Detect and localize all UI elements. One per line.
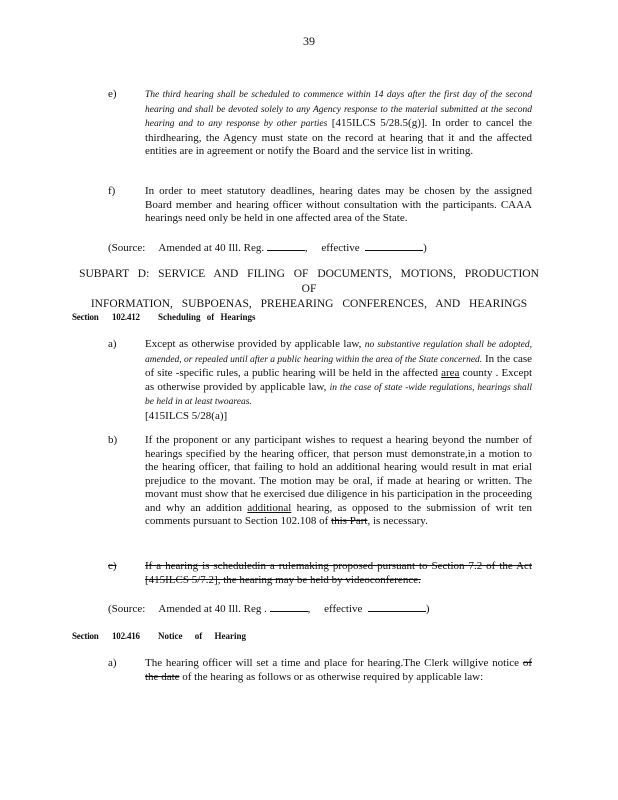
item-a-text-d: [415ILCS 5/28(a)] <box>145 409 228 422</box>
item-a-text <box>145 338 532 423</box>
section-word: Section <box>72 631 99 641</box>
item-e-body: [415ILCS 5/28.5(g)]. In order to cancel the thirdhearing, the Agency must state on the record at hearing that it and the affected entities are in agreement or notify the Board and the service list in writing. <box>145 117 533 157</box>
item-e-text <box>145 88 532 159</box>
subpart-line-1: SUBPART D: SERVICE AND FILING OF DOCUMENTS, MOTIONS, PRODUCTION OF <box>79 268 539 295</box>
source-effective: effective <box>324 603 363 615</box>
item-a-italic-a: no substantive regulation shall be adopted, amended, or repealed until after a public hearing within the area of the State concerned. <box>145 340 533 365</box>
source-close: ) <box>423 242 427 254</box>
effective-blank <box>368 601 426 612</box>
section-number: 102.416 <box>112 631 140 641</box>
item-notice-a-text-a: The hearing officer will set a time and place for hearing.The Clerk willgive notice <box>145 657 520 669</box>
item-c-text: If a hearing is scheduledin a rulemaking proposed pursuant to Section 7.2 of the Act [415ILCS 5/7.2], the hearing may be held by videoconference. <box>145 560 532 586</box>
item-a-text-b: In the case of site -specific rules, a public hearing will be held in the affected <box>145 352 533 379</box>
source-amended: Amended at 40 Ill. Reg . <box>158 603 267 615</box>
reg-blank <box>267 240 305 251</box>
source-note-2 <box>108 601 448 617</box>
subpart-heading <box>70 267 548 312</box>
item-e-label: e) <box>108 88 117 100</box>
item-a-underlined: area <box>441 367 460 379</box>
item-b-label: b) <box>108 434 118 446</box>
item-b-text-a: If the proponent or any participant wishes to request a hearing beyond the number of hearings specified by the hearing officer, that person must demonstrate,in a motion to the hearing officer, that failing to hold an additional hearing would result in mat erial prejudice to the movant. The motion may be oral, if made at hearing or written. The movant must show that he exercised due diligence in his participation in the proceeding and why an addition <box>145 434 532 514</box>
item-f-label: f) <box>108 185 116 197</box>
source-comma: , <box>304 242 308 254</box>
effective-blank <box>365 240 423 251</box>
page-number: 39 <box>303 34 315 48</box>
source-comma: , <box>307 603 311 615</box>
item-b-text-b: hearing, as opposed to the submission of writ ten comments pursuant to Section 102.108 of <box>145 501 533 527</box>
item-b-underlined: additional <box>247 501 292 514</box>
item-c-label: c) <box>108 560 117 572</box>
source-amended: Amended at 40 Ill. Reg. <box>158 242 265 254</box>
section-title: Scheduling of Hearings <box>158 312 256 322</box>
item-a-italic-b: in the case of state -wide regulations, hearings shall be held in at least twoareas. <box>145 382 532 407</box>
section-title: Notice of Hearing <box>158 631 246 641</box>
item-notice-a-text <box>145 657 532 684</box>
source-prefix: (Source: <box>108 242 146 254</box>
item-b-struck: this Part <box>331 515 368 527</box>
section-word: Section <box>72 312 99 322</box>
source-effective: effective <box>321 242 360 254</box>
item-b-text-c: , is necessary. <box>367 515 428 527</box>
reg-blank <box>270 601 308 612</box>
subpart-line-2: INFORMATION, SUBPOENAS, PREHEARING CONFERENCES, AND HEARINGS <box>90 298 528 310</box>
item-a-label: a) <box>108 338 117 350</box>
source-note-1 <box>108 240 448 256</box>
section-number: 102.412 <box>112 312 140 322</box>
item-a-text-a: Except as otherwise provided by applicable law, <box>145 338 362 350</box>
item-a-text-c: county . Except as otherwise provided by applicable law, <box>145 367 532 393</box>
item-notice-a-text-b: of the hearing as follows or as otherwise required by applicable law: <box>182 670 484 683</box>
item-notice-a-struck: of the date <box>145 657 533 683</box>
item-notice-a-label: a) <box>108 657 117 669</box>
item-e-italic: The third hearing shall be scheduled to commence within 14 days after the first day of the second hearing and shall be devoted solely to any Agency response to the material submitted at the second hearing and to any response by other parties <box>145 90 532 129</box>
item-b-text <box>145 434 532 529</box>
source-close: ) <box>425 603 430 615</box>
source-prefix: (Source: <box>108 603 146 615</box>
item-f-text: In order to meet statutory deadlines, hearing dates may be chosen by the assigned Board member and hearing officer without consultation with the participants. CAAA hearings need only be held in one affected area of the State. <box>145 185 532 224</box>
